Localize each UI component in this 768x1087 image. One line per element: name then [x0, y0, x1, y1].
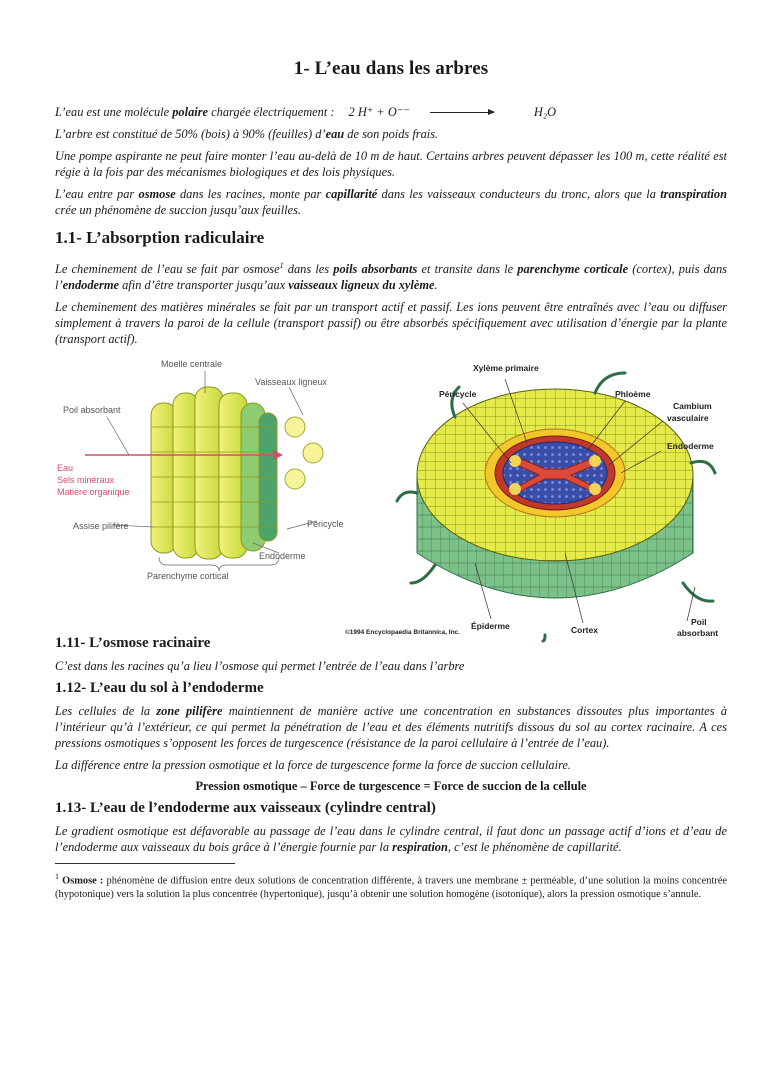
label-moelle: Moelle centrale	[161, 359, 223, 370]
xylem-vessel	[285, 417, 305, 437]
label-cambium-1: Cambium	[673, 401, 712, 412]
text: Le cheminement de l’eau se fait par osmose	[55, 262, 280, 277]
footnote	[55, 870, 727, 901]
intro-paragraph-4	[55, 186, 727, 218]
page-title: 1- L’eau dans les arbres	[293, 58, 489, 79]
bold-term: osmose	[138, 187, 176, 201]
text: , c’est le phénomène de capillarité.	[447, 840, 622, 855]
section-1-13-paragraph	[55, 823, 727, 855]
label-poil-2: absorbant	[677, 628, 719, 639]
section-heading-1-11: 1.11- L’osmose racinaire	[55, 635, 211, 652]
equation-right: H₂O	[533, 105, 557, 119]
intro-paragraph-2	[55, 126, 727, 142]
bold-term: eau	[325, 127, 345, 141]
label-vaisseaux: Vaisseaux ligneux	[255, 377, 327, 388]
label-matiere: Matière organique	[57, 487, 130, 498]
text: L’eau entre par	[55, 187, 139, 201]
footnote-marker: 1	[55, 872, 59, 882]
intro-paragraph-1	[55, 104, 727, 120]
bold-term: transpiration	[660, 187, 727, 201]
bold-term: endoderme	[62, 278, 120, 293]
text: et transite dans le	[417, 262, 518, 277]
label-phloeme: Phloème	[615, 389, 651, 400]
section-heading-1-13: 1.13- L’eau de l’endoderme aux vaisseaux (cylindre central)	[55, 800, 436, 817]
figure-credit: ©1994 Encyclopaedia Britannica, Inc.	[345, 629, 460, 637]
bold-term: parenchyme corticale	[517, 262, 629, 277]
text: L’arbre est constitué de 50% (bois) à 90% (feuilles) d’	[55, 127, 326, 141]
bold-term: zone pilifère	[156, 704, 223, 719]
root-section-diagram	[55, 357, 365, 587]
section-1-1-paragraph-2: Le cheminement des matières minérales se fait par un transport actif et passif. Les ions peuvent être entraînés avec l’eau ou diffuser simplement à travers la paroi de la cellule (transport passif) ou être absorbés spécifiquement avec utilisation d’énergie par la plante (transport actif).	[55, 300, 727, 347]
footnote-text: phénomène de diffusion entre deux solutions de concentration différente, à travers une membrane ± perméable, d’une solution la moins concentrée (hypotonique) vers la solution la plus concentrée (hypertonique), jusqu’à obtenir une solution homogène (isotonique), alors la pression osmotique s’annule.	[55, 875, 727, 901]
text: dans les vaisseaux conducteurs du tronc, alors que la	[377, 187, 661, 201]
footnote-divider	[55, 863, 235, 864]
arrow-icon	[430, 112, 494, 113]
label-poil-1: Poil	[691, 617, 707, 628]
label-cortex: Cortex	[571, 625, 598, 636]
footnote-ref: 1	[279, 261, 284, 270]
text: crée un phénomène de succion jusqu’aux feuilles.	[55, 203, 302, 217]
label-endoderme-r: Endoderme	[667, 441, 714, 452]
bold-term: poils absorbants	[333, 262, 418, 277]
figures-row	[55, 353, 727, 643]
text: dans les	[283, 262, 334, 277]
xylem-vessel	[303, 443, 323, 463]
text: maintiennent de manière active une concentration en substances dissoutes plus importantes à l’intérieur qu’à l’extérieur, ce qui permet la pénétration de l’eau et des éléments nutritifs dissous du sol au cortex racinaire. A ces pressions osmotiques s’opposent les forces de turgescence (résistance de la paroi cellulaire à l’entrée de l’eau).	[55, 704, 727, 751]
text: chargée électriquement :	[211, 105, 335, 119]
page	[55, 58, 727, 902]
label-pericycle-r: Péricycle	[439, 389, 477, 400]
formula: Pression osmotique – Force de turgescence = Force de succion de la cellule	[195, 779, 587, 794]
arrow-head-icon	[273, 450, 283, 460]
cortex-cells	[151, 387, 277, 559]
label-endoderme: Endoderme	[259, 551, 306, 562]
bold-term: respiration	[392, 840, 448, 855]
bold-term: polaire	[172, 105, 209, 119]
text: L’eau est une molécule	[55, 105, 170, 119]
text: de son poids frais.	[344, 127, 439, 141]
label-parenchyme: Parenchyme cortical	[147, 571, 229, 582]
section-1-12-paragraph-1	[55, 703, 727, 751]
bold-term: capillarité	[325, 187, 378, 201]
label-eau: Eau	[57, 463, 74, 474]
section-heading-1-12: 1.12- L’eau du sol à l’endoderme	[55, 680, 264, 697]
label-xyleme: Xylème primaire	[473, 363, 539, 374]
text: Le gradient osmotique est défavorable au passage de l’eau dans le cylindre central, il faut donc un passage actif d’ions et d’eau de l’endoderme aux vaisseaux du bois grâce à l’énergie fournie par la	[55, 824, 727, 855]
label-poil: Poil absorbant	[63, 405, 121, 416]
label-pericycle: Péricycle	[307, 519, 344, 530]
footnote-term: Osmose :	[62, 875, 104, 887]
text: Les cellules de la	[55, 704, 157, 719]
xylem-vessel	[285, 469, 305, 489]
bold-term: vaisseaux ligneux du xylème	[288, 278, 435, 293]
text: (cortex), puis dans l’	[55, 262, 727, 293]
label-epiderme: Épiderme	[471, 621, 510, 632]
section-heading-1-1: 1.1- L’absorption radiculaire	[55, 228, 265, 247]
section-1-11-paragraph: C’est dans les racines qu’a lieu l’osmose qui permet l’entrée de l’eau dans l’arbre	[55, 659, 465, 674]
label-sels: Sels minéraux	[57, 475, 115, 486]
text: .	[434, 278, 438, 293]
root-disc-diagram	[395, 353, 725, 643]
text: afin d’être transporter jusqu’aux	[119, 278, 289, 293]
equation-left: 2 H⁺ + O⁻⁻	[348, 105, 410, 119]
intro-paragraph-3: Une pompe aspirante ne peut faire monter l’eau au-delà de 10 m de haut. Certains arbres peuvent dépasser les 100 m, cette réalité est régie à la fois par des mécanismes biologiques et des lois physiques.	[55, 149, 727, 179]
section-1-1-paragraph-1	[55, 258, 727, 293]
label-cambium-2: vasculaire	[667, 413, 709, 424]
text: dans les racines, monte par	[175, 187, 326, 201]
section-1-12-paragraph-2: La différence entre la pression osmotique et la force de turgescence forme la force de succion cellulaire.	[55, 758, 572, 773]
label-assise: Assise pilifère	[73, 521, 129, 532]
